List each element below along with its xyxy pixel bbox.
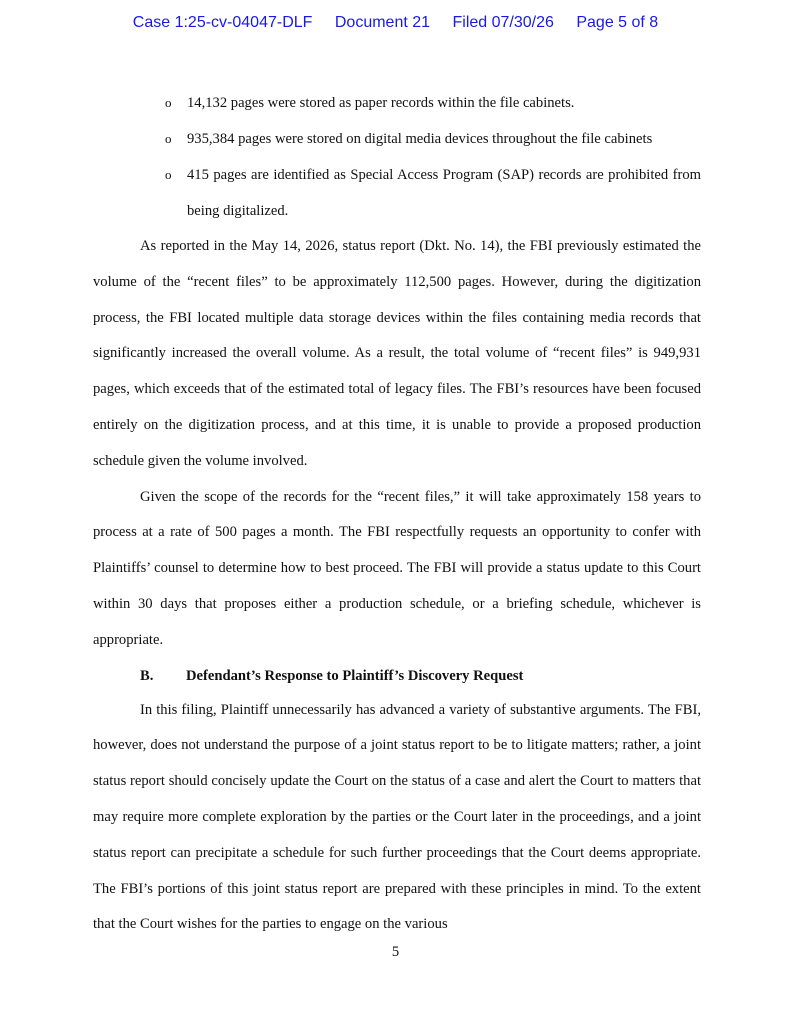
- paragraph-defendant-response: In this filing, Plaintiff unnecessarily has advanced a variety of substantive arguments. The FBI, however, does not understand the purpose of a joint status report to be to litigate matters; rather, a joint status report should concisely update the Court on the status of a case and alert the Court to matters that may require more complete exploration by the parties or the Court later in the proceedings, and a joint status report can precipitate a schedule for such further proceedings that the Court deems appropriate. The FBI’s portions of this joint status report are prepared with these principles in mind. To the extent that the Court wishes for the parties to engage on the various: [93, 701, 701, 933]
- page-indicator: Page 5 of 8: [576, 14, 659, 31]
- records-bullet-list: [93, 85, 701, 229]
- bullet-text: 14,132 pages were stored as paper records within the file cabinets.: [187, 95, 575, 111]
- page-number: 5: [391, 944, 400, 960]
- bullet-item: [93, 157, 701, 229]
- section-title: Defendant’s Response to Plaintiff’s Discovery Request: [186, 667, 524, 684]
- case-number: Case 1:25-cv-04047-DLF: [132, 14, 313, 31]
- hollow-bullet-icon: o: [165, 167, 172, 182]
- document-number: Document 21: [334, 14, 431, 31]
- paragraph-recent-files-volume: As reported in the May 14, 2026, status report (Dkt. No. 14), the FBI previously estimated the volume of the “recent files” to be approximately 112,500 pages. However, during the digitization process, the FBI located multiple data storage devices within the files containing media records that significantly increased the overall volume. As a result, the total volume of “recent files” is 949,931 pages, which exceeds that of the estimated total of legacy files. The FBI’s resources have been focused entirely on the digitization process, and at this time, it is unable to provide a proposed production schedule given the volume involved.: [93, 238, 701, 469]
- document-body: [93, 85, 701, 943]
- filed-date: Filed 07/30/26: [452, 14, 554, 31]
- hollow-bullet-icon: o: [165, 95, 172, 110]
- section-letter: B.: [140, 667, 154, 684]
- bullet-item: [93, 85, 701, 121]
- bullet-text: 935,384 pages were stored on digital media devices throughout the file cabinets: [187, 131, 653, 147]
- ecf-header: [0, 14, 791, 32]
- bullet-text: 415 pages are identified as Special Access Program (SAP) records are prohibited from being digitalized.: [187, 167, 701, 219]
- hollow-bullet-icon: o: [165, 131, 172, 146]
- paragraph-processing-scope: Given the scope of the records for the “recent files,” it will take approximately 158 years to process at a rate of 500 pages a month. The FBI respectfully requests an opportunity to confer with Plaintiffs’ counsel to determine how to best proceed. The FBI will provide a status update to this Court within 30 days that proposes either a production schedule, or a briefing schedule, whichever is appropriate.: [93, 488, 701, 648]
- section-heading: [93, 659, 701, 693]
- bullet-item: [93, 121, 701, 157]
